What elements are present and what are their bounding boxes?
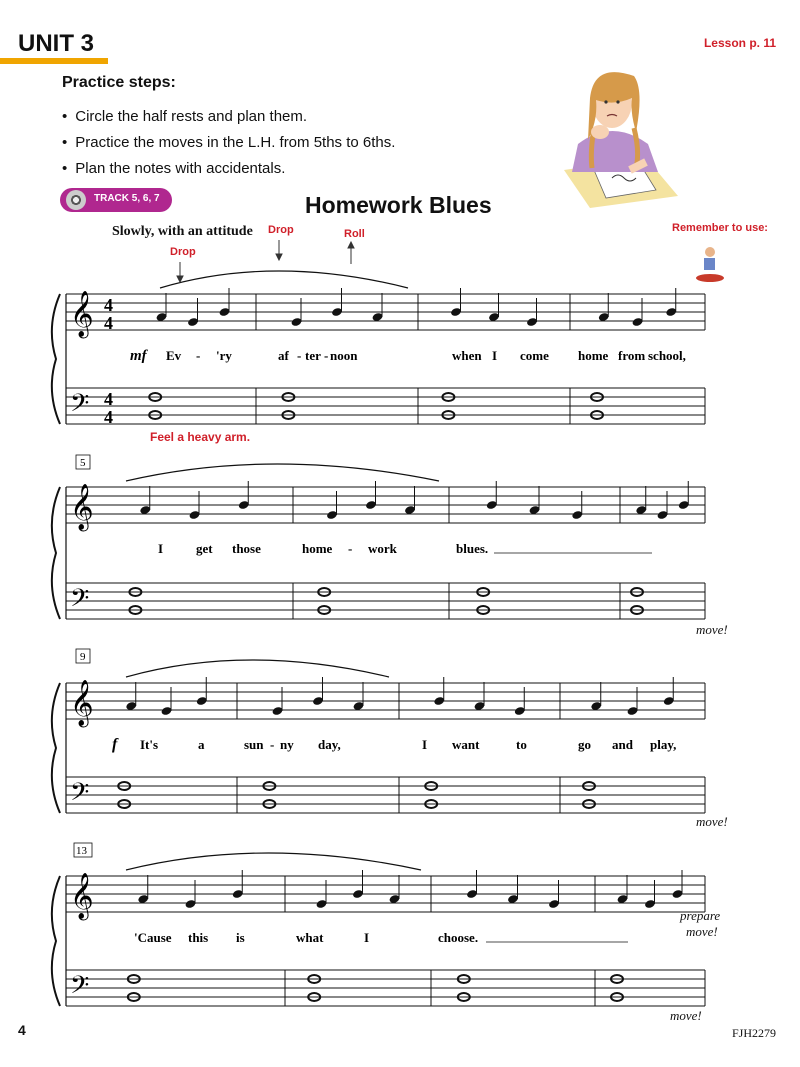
score-systems	[52, 271, 705, 1006]
roll-annotation: Roll	[344, 228, 365, 240]
lyric-syllable: I	[422, 737, 428, 752]
lyric-syllable: when	[452, 348, 482, 363]
bass-clef-icon: 𝄢	[70, 779, 90, 812]
measure-number: 9	[80, 651, 86, 663]
lyric-syllable: noon	[330, 348, 358, 363]
track-label: TRACK 5, 6, 7	[94, 193, 160, 204]
lyric-syllable: It's	[140, 737, 159, 752]
lyric-syllable: I	[364, 930, 370, 945]
lyric-syllable: and	[612, 737, 633, 752]
lyrics-line-3	[140, 737, 676, 752]
measure-number: 5	[80, 457, 86, 469]
lyric-syllable: blues.	[456, 541, 489, 556]
bass-clef-icon: 𝄢	[70, 972, 90, 1005]
lyric-syllable: 'Cause	[134, 930, 172, 945]
lyrics-line-1	[166, 348, 686, 363]
treble-clef-icon: 𝄞	[70, 873, 94, 918]
dynamic-marking: mf	[130, 348, 147, 364]
prepare-move-annotation: move!	[686, 924, 718, 939]
lyric-syllable: choose.	[438, 930, 479, 945]
slur	[126, 464, 439, 481]
prepare-annotation: prepare	[680, 908, 721, 923]
lyric-syllable: from	[618, 348, 646, 363]
lyric-syllable: 'ry	[216, 348, 232, 363]
page-number: 4	[18, 1022, 26, 1038]
tempo-marking: Slowly, with an attitude	[112, 224, 253, 239]
brace	[52, 876, 60, 1006]
slur	[160, 271, 408, 288]
annotation-arrows	[177, 240, 354, 282]
lyric-syllable: want	[452, 737, 480, 752]
lyric-syllable: af	[278, 348, 289, 363]
bass-clef-icon: 𝄢	[70, 585, 90, 618]
time-signature: 4	[104, 313, 113, 333]
heavy-arm-annotation: Feel a heavy arm.	[150, 430, 251, 444]
practice-step: • Plan the notes with accidentals.	[62, 156, 395, 182]
dynamic-marking: f	[112, 736, 118, 753]
remember-annotation: Remember to use:	[672, 222, 768, 234]
lyric-syllable: -	[297, 348, 302, 363]
brace	[52, 487, 60, 619]
slur	[126, 660, 389, 677]
lyric-syllable: -	[348, 541, 353, 556]
lyric-syllable: sun	[244, 737, 264, 752]
brace	[52, 683, 60, 813]
move-annotation: move!	[670, 1008, 702, 1023]
lyric-syllable: is	[236, 930, 245, 945]
lyric-syllable: ny	[280, 737, 294, 752]
practice-steps-title: Practice steps:	[62, 74, 176, 91]
lyric-syllable: those	[232, 541, 261, 556]
lyric-syllable: I	[158, 541, 164, 556]
lyric-syllable: come	[520, 348, 549, 363]
rolling-boy-icon	[696, 247, 724, 282]
practice-step: • Circle the half rests and plan them.	[62, 104, 395, 130]
slur	[126, 853, 421, 870]
lyric-syllable: Ev	[166, 348, 182, 363]
measure-number: 13	[76, 845, 87, 857]
lyric-syllable: home	[578, 348, 609, 363]
lyric-syllable: play,	[650, 737, 677, 752]
lyrics-line-2	[158, 541, 488, 556]
move-annotation: move!	[696, 622, 728, 637]
lyric-syllable: work	[368, 541, 397, 556]
treble-clef-icon: 𝄞	[70, 484, 94, 529]
treble-clef-icon: 𝄞	[70, 680, 94, 725]
lyric-syllable: go	[578, 737, 591, 752]
lyric-syllable: home	[302, 541, 333, 556]
lyric-syllable: -	[196, 348, 201, 363]
lyrics-line-4	[134, 930, 478, 945]
lyric-syllable: -	[324, 348, 329, 363]
drop-annotation: Drop	[268, 224, 294, 236]
time-signature: 4	[104, 389, 113, 409]
practice-step: • Practice the moves in the L.H. from 5ths to 6ths.	[62, 130, 395, 156]
treble-clef-icon: 𝄞	[70, 291, 94, 336]
unit-heading: UNIT 3	[18, 30, 95, 57]
lyric-syllable: what	[296, 930, 324, 945]
lyric-syllable: get	[196, 541, 213, 556]
brace	[52, 294, 60, 424]
drop-annotation: Drop	[170, 246, 196, 258]
time-signature: 4	[104, 407, 113, 427]
lyric-syllable: ter	[305, 348, 321, 363]
move-annotation: move!	[696, 814, 728, 829]
lyric-syllable: this	[188, 930, 209, 945]
publisher-code: FJH2279	[731, 1026, 776, 1040]
lyric-syllable: to	[516, 737, 527, 752]
time-signature: 4	[104, 295, 113, 315]
lyric-syllable: day,	[318, 737, 341, 752]
song-title: Homework Blues	[305, 192, 492, 218]
lesson-reference: Lesson p. 11	[703, 36, 776, 50]
bass-clef-icon: 𝄢	[70, 390, 90, 423]
lyric-syllable: -	[270, 737, 275, 752]
lyric-syllable: a	[198, 737, 205, 752]
lyric-syllable: I	[492, 348, 498, 363]
lyric-syllable: school,	[648, 348, 686, 363]
